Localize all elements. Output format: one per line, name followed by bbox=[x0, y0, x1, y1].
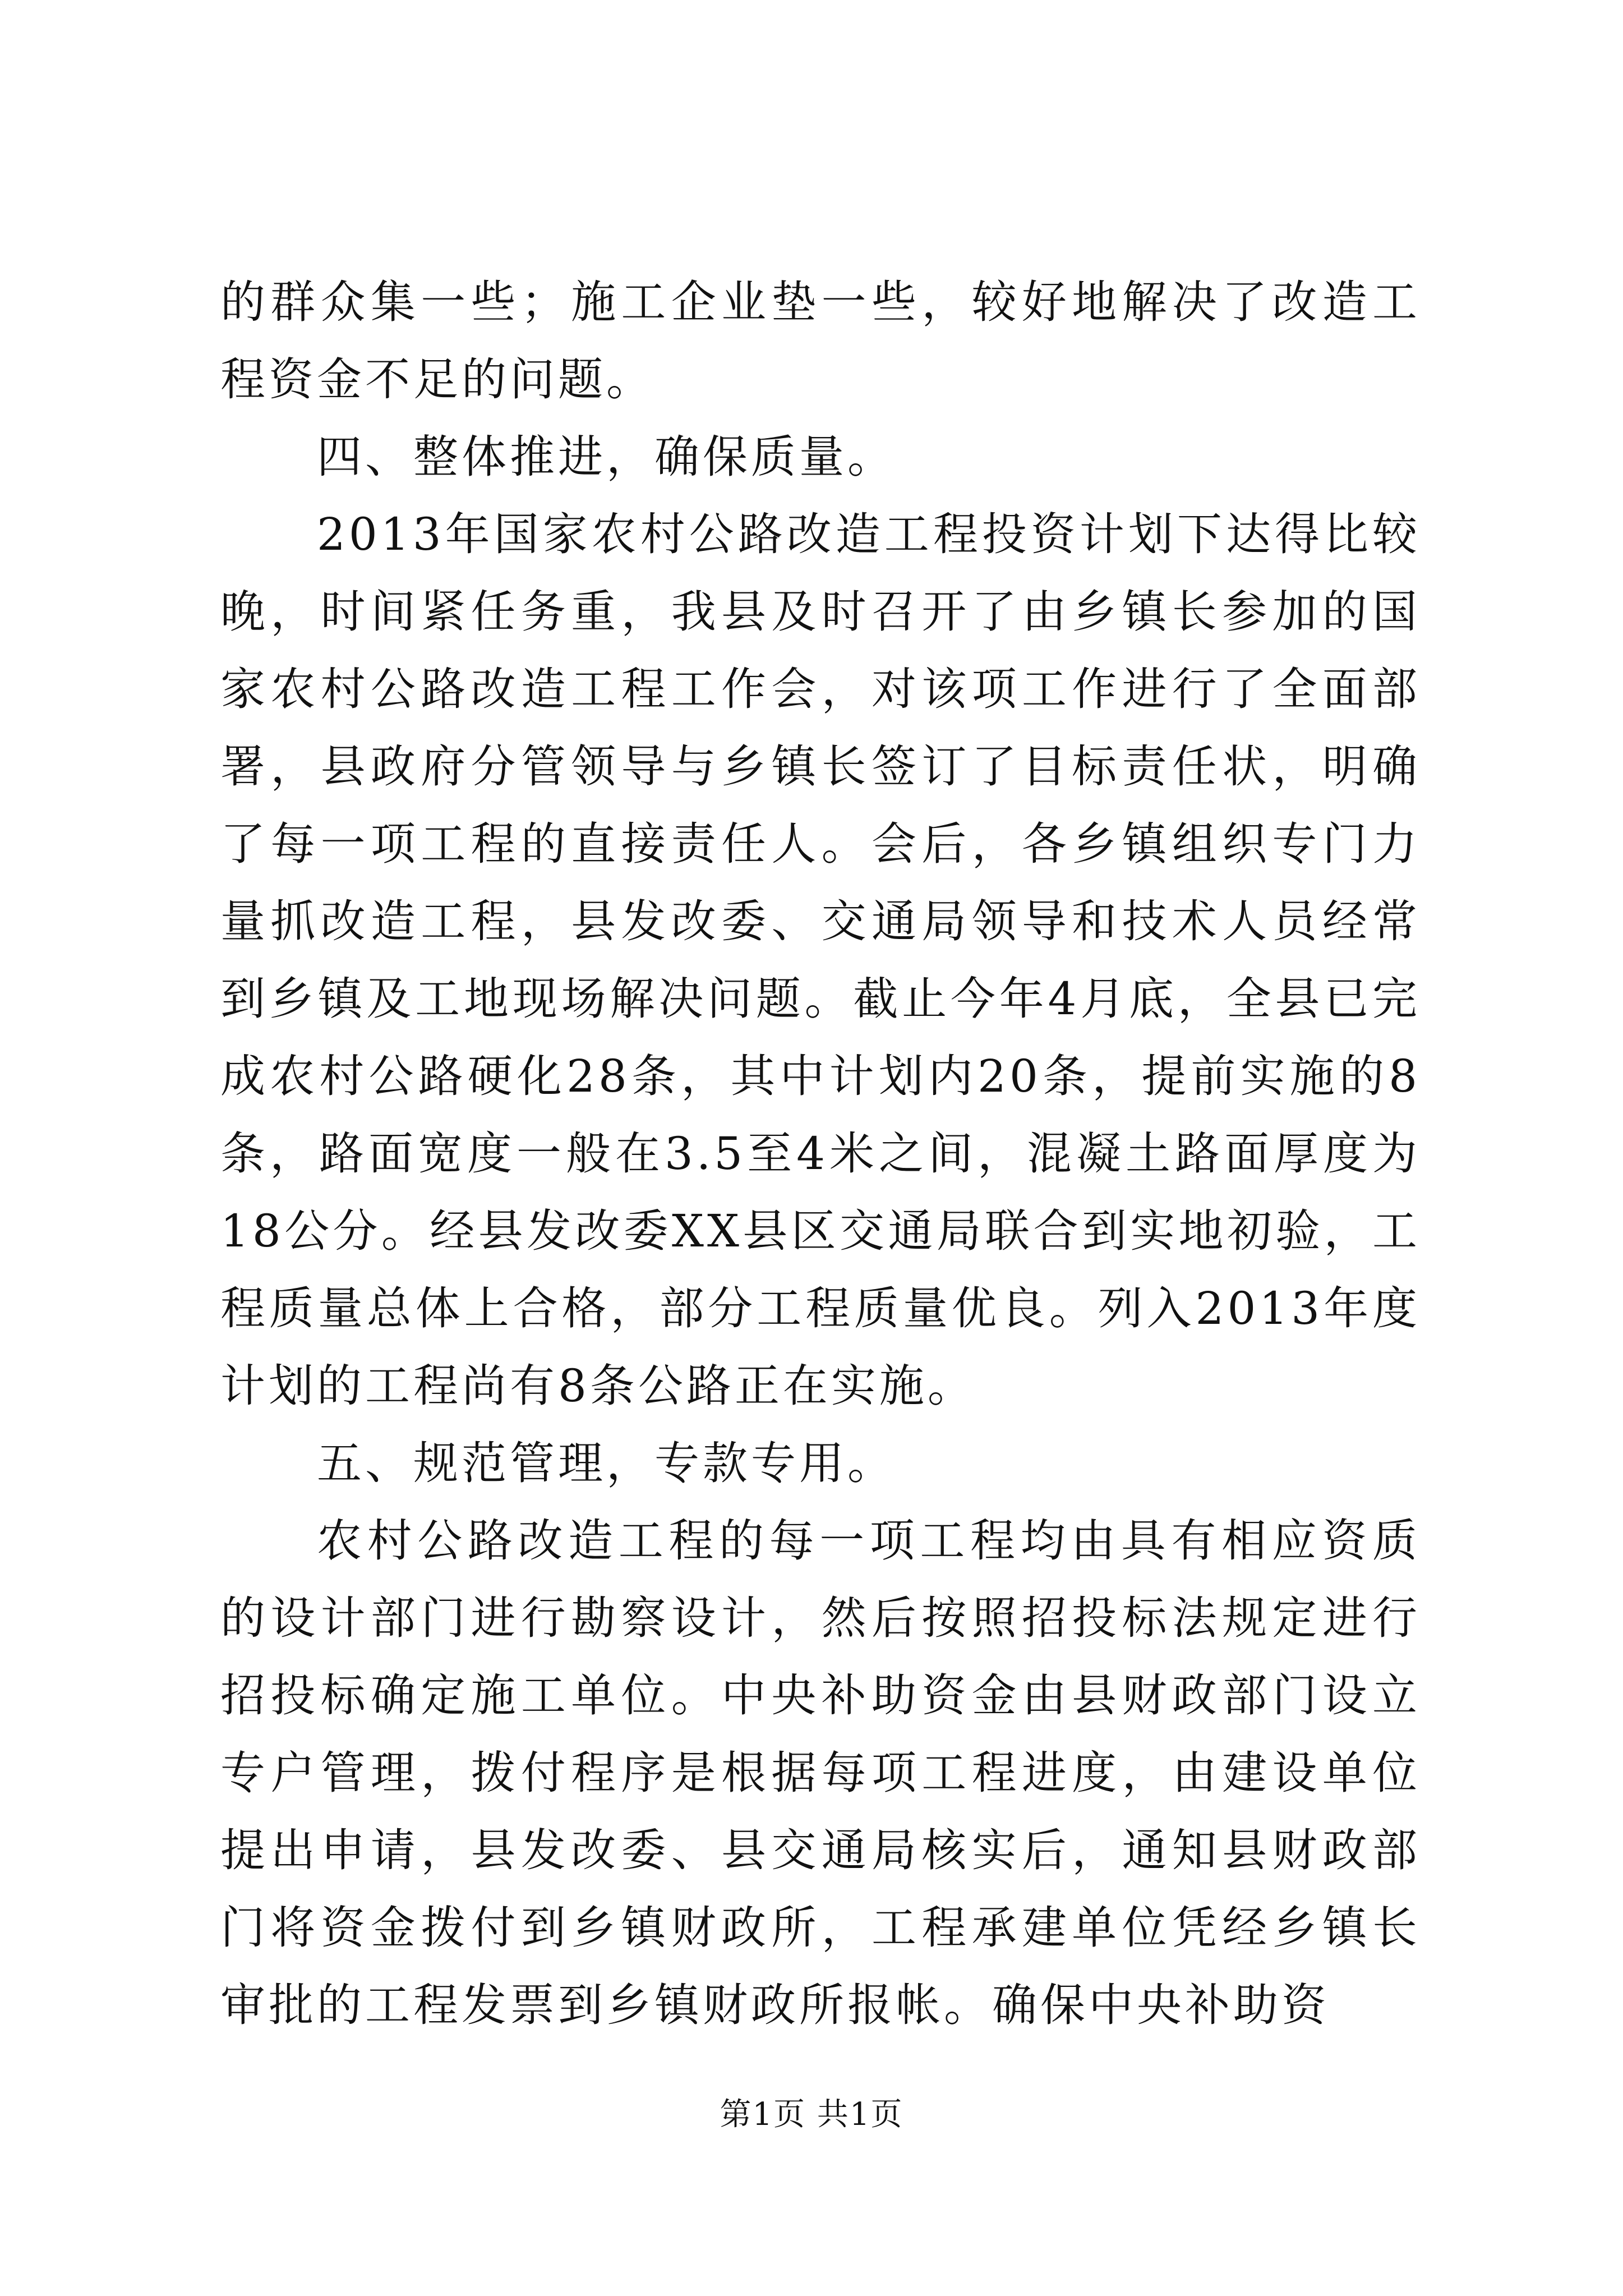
section-heading-4: 四、整体推进，确保质量。 bbox=[317, 431, 896, 483]
paragraph-3: 农村公路改造工程的每一项工程均由具有相应资质的设计部门进行勘察设计，然后按照招投标法规定进行招投标确定施工单位。中央补助资金由县财政部门设立专户管理，拨付程序是根据每项工程进度，由建设单位提出申请，县发改委、县交通局核实后，通知县财政部门将资金拨付到乡镇财政所，工程承建单位凭经乡镇长审批的工程发票到乡镇财政所报帐。确保中央补助资 bbox=[220, 1515, 1421, 2031]
page-footer: 第1页 共1页 bbox=[720, 2096, 903, 2133]
section-heading-5: 五、规范管理，专款专用。 bbox=[317, 1437, 896, 1489]
document-body bbox=[220, 264, 1421, 2044]
paragraph-1: 的群众集一些；施工企业垫一些，较好地解决了改造工程资金不足的问题。 bbox=[220, 276, 1421, 406]
paragraph-2: 2013年国家农村公路改造工程投资计划下达得比较晚，时间紧任务重，我县及时召开了由乡镇长参加的国家农村公路改造工程工作会，对该项工作进行了全面部署，县政府分管领导与乡镇长签订了目标责任状，明确了每一项工程的直接责任人。会后，各乡镇组织专门力量抓改造工程，县发改委、交通局领导和技术人员经常到乡镇及工地现场解决问题。截止今年4月底，全县已完成农村公路硬化28条，其中计划内20条，提前实施的8条，路面宽度一般在3.5至4米之间，混凝土路面厚度为18公分。经县发改委XX县区交通局联合到实地初验，工程质量总体上合格，部分工程质量优良。列入2013年度计划的工程尚有8条公路正在实施。 bbox=[220, 508, 1421, 1412]
